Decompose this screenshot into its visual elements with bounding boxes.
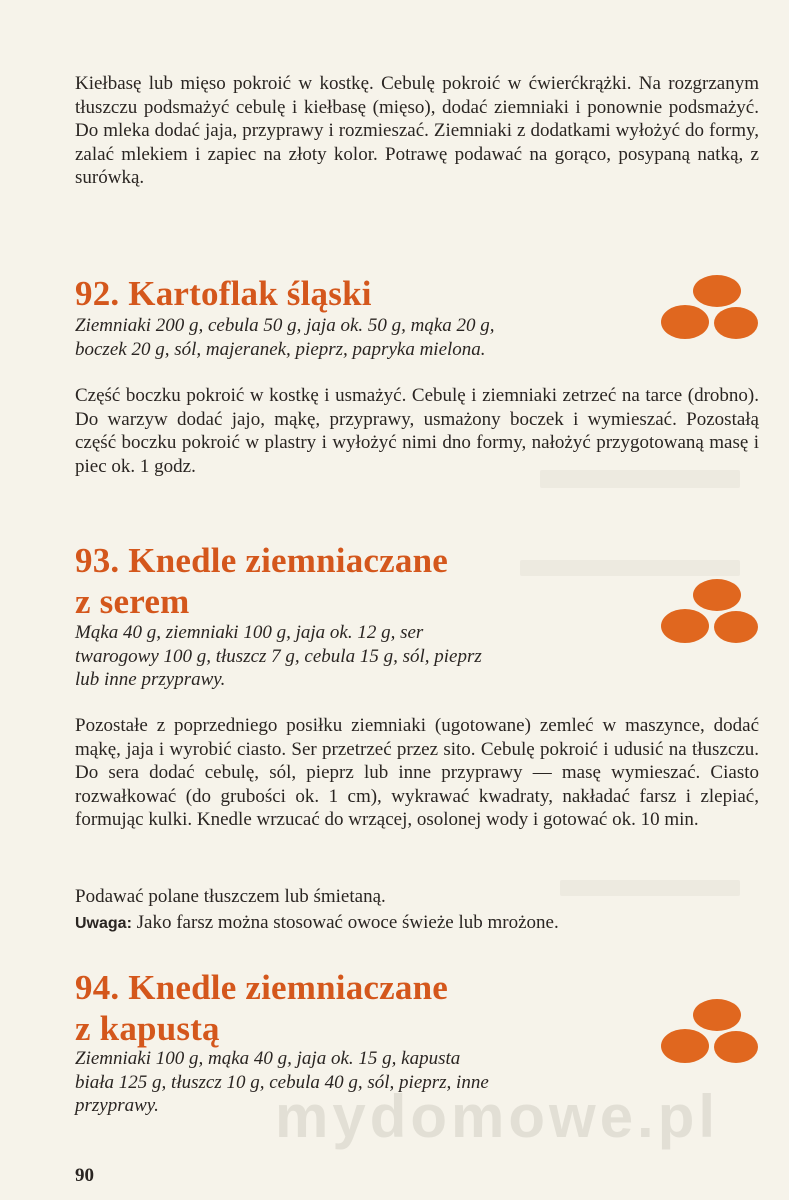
recipe-94-title-line2: z kapustą [75,1009,220,1048]
recipe-93-note [75,911,559,936]
potato-icon [660,272,760,342]
intro-paragraph: Kiełbasę lub mięso pokroić w kostkę. Cebulę pokroić w ćwierćkrążki. Na rozgrzanym tłuszczu podsmażyć cebulę i kiełbasę (mięso), dodać ziemniaki i ponownie podsmażyć. Do mleka dodać jaja, przyprawy i rozmieszać. Ziemniaki z dodatkami wyłożyć do formy, zalać mlekiem i zapiec na złoty kolor. Potrawę podawać na gorąco, posypaną natką, z surówką. [75,73,759,188]
recipe-92-ingredients: Ziemniaki 200 g, cebula 50 g, jaja ok. 50 g, mąka 20 g, boczek 20 g, sól, majeranek, pieprz, papryka mielona. [75,315,495,360]
recipe-92-title: 92. Kartoflak śląski [75,274,372,313]
watermark: mydomowe.pl [275,1083,720,1150]
bleed-through [520,560,740,576]
recipe-93-title-line1: 93. Knedle ziemniaczane [75,541,449,580]
recipe-94-ingredients: Ziemniaki 100 g, mąka 40 g, jaja ok. 15 g, kapusta biała 125 g, tłuszcz 10 g, cebula 40 g, sól, pieprz, inne przyprawy. [75,1048,489,1116]
potato-icon [660,576,760,646]
recipe-93-method: Pozostałe z poprzedniego posiłku ziemniaki (ugotowane) zemleć w maszynce, dodać mąkę, jaja i wyrobić ciasto. Ser przetrzeć przez sito. Cebulę pokroić i udusić na tłuszczu. Do sera dodać cebulę, sól, pieprz lub inne przyprawy — masę wymieszać. Ciasto rozwałkować (do grubości ok. 1 cm), wykrawać kwadraty, nakładać farsz i zlepiać, formując kulki. Knedle wrzucać do wrzącej, osolonej wody i gotować ok. 10 min. [75,715,759,830]
note-label: Uwaga: [75,915,132,932]
note-text: Jako farsz można stosować owoce świeże lub mrożone. [136,912,559,933]
recipe-94-title-line1: 94. Knedle ziemniaczane [75,968,449,1007]
recipe-92-method: Część boczku pokroić w kostkę i usmażyć. Cebulę i ziemniaki zetrzeć na tarce (drobno). Do warzyw dodać jajo, mąkę, przyprawy, usmażony boczek i wymieszać. Pozostałą część boczku pokroić w plastry i wyłożyć nimi dno formy, nałożyć przygotowaną masę i piec ok. 1 godz. [75,385,759,477]
recipe-93-ingredients: Mąka 40 g, ziemniaki 100 g, jaja ok. 12 g, ser twarogowy 100 g, tłuszcz 7 g, cebula 15 g, sól, pieprz lub inne przyprawy. [75,622,482,690]
potato-icon [660,996,760,1066]
recipe-93-serving: Podawać polane tłuszczem lub śmietaną. [75,886,386,907]
page-number: 90 [75,1165,94,1186]
recipe-93-title-line2: z serem [75,582,190,621]
